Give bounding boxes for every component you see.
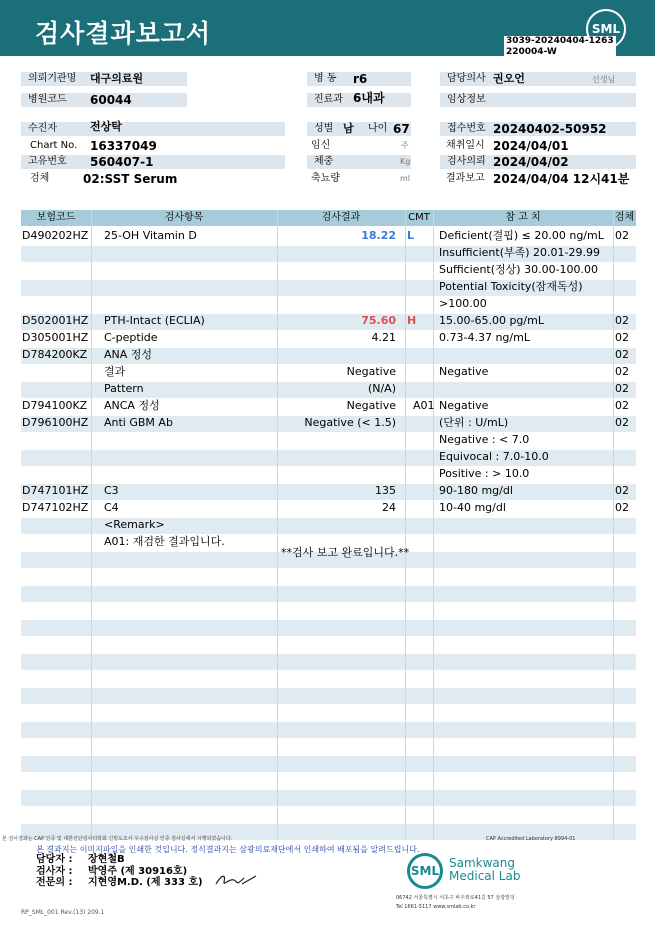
request-value: 2024/04/02 <box>493 155 569 169</box>
dept-value: 6내과 <box>353 91 385 105</box>
report-time-label: 결과보고 <box>446 173 485 184</box>
insurance-code: D784200KZ <box>22 348 88 361</box>
hospital-value: 대구의료원 <box>90 72 144 85</box>
doctor-value: 권오언 <box>493 72 525 85</box>
urine-unit: ml <box>400 174 411 183</box>
specimen-code: 02 <box>615 382 629 395</box>
signature-icon <box>214 870 258 888</box>
table-row <box>21 516 636 533</box>
address: 06742 서울특별시 서초구 바우뫼로41길 57 삼광빌딩 <box>396 895 515 901</box>
hospital-code-value: 60044 <box>90 93 132 107</box>
specialist-label: 전문의 : <box>36 877 73 888</box>
table-stripe <box>21 688 636 704</box>
insurance-code: D794100KZ <box>22 399 88 412</box>
sml-logo-badge: SML <box>586 9 626 49</box>
specimen-code: 02 <box>615 348 629 361</box>
specimen-code: 02 <box>615 365 629 378</box>
tester-label: 검사자 : <box>36 866 73 877</box>
table-row <box>21 448 636 465</box>
end-note: **검사 보고 완료입니다.** <box>281 546 410 559</box>
insurance-code: D502001HZ <box>22 314 89 327</box>
results-table <box>21 210 636 840</box>
table-stripe <box>21 586 636 602</box>
pregnancy-unit: 주 <box>401 141 409 150</box>
reference-range: >100.00 <box>439 297 487 310</box>
hospital-code-label: 병원코드 <box>21 93 187 107</box>
table-row <box>21 397 636 414</box>
phone: Tel 1661-5117 www.smlab.co.kr <box>396 904 476 910</box>
table-row <box>21 295 636 312</box>
dept-label: 진료과 <box>307 93 411 107</box>
sex-label: 성별 <box>307 122 411 136</box>
test-item: C4 <box>104 501 119 514</box>
hospital-label: 의뢰기관명 <box>21 72 187 86</box>
pregnancy-label: 임신 <box>311 140 331 151</box>
test-result: Negative (< 1.5) <box>304 416 396 429</box>
reference-range: Negative <box>439 399 489 412</box>
table-row <box>21 465 636 482</box>
col-code-header: 보험코드 <box>36 212 76 223</box>
reference-range: Negative : < 7.0 <box>439 433 530 446</box>
col-ref-header: 참 고 치 <box>505 212 541 223</box>
specimen-code: 02 <box>615 501 629 514</box>
reference-range: Sufficient(정상) 30.00-100.00 <box>439 263 599 276</box>
manager-value: 장현철B <box>88 854 125 865</box>
test-item: ANA 정성 <box>104 348 153 361</box>
specimen-code: 02 <box>615 331 629 344</box>
collect-label: 채취일시 <box>446 140 485 151</box>
reference-range: 10-40 mg/dl <box>439 501 506 514</box>
table-stripe <box>21 722 636 738</box>
report-id-line2: 220004-W <box>506 47 557 57</box>
test-result: 18.22 <box>361 229 396 242</box>
table-stripe <box>21 654 636 670</box>
specimen-code: 02 <box>615 416 629 429</box>
specimen-code: 02 <box>615 399 629 412</box>
specimen-label: 검체 <box>30 173 50 184</box>
insurance-code: D747102HZ <box>22 501 89 514</box>
table-stripe <box>21 620 636 636</box>
sex-value: 남 <box>343 122 354 135</box>
specimen-code: 02 <box>615 229 629 242</box>
result-flag: A01 <box>413 399 435 412</box>
reference-range: Positive : > 10.0 <box>439 467 530 480</box>
col-cmt-header: CMT <box>408 212 430 223</box>
doctor-suffix: 선생님 <box>592 75 616 84</box>
weight-unit: Kg <box>400 157 411 166</box>
insurance-code: D796100HZ <box>22 416 89 429</box>
image-notice: 본 결과지는 이미지파일을 인쇄한 것입니다. 정식결과지는 삼광의료재단에서 인쇄하여 배포됨을 알려드립니다. <box>36 845 420 854</box>
insurance-code: D490202HZ <box>22 229 89 242</box>
insurance-code: D305001HZ <box>22 331 89 344</box>
weight-label: 체중 <box>307 155 411 169</box>
report-id <box>504 36 616 58</box>
sml-logo-text <box>449 857 520 883</box>
col-result-header: 검사결과 <box>321 212 361 223</box>
collect-value: 2024/04/01 <box>493 139 569 153</box>
table-stripe <box>21 756 636 772</box>
specimen-value: 02:SST Serum <box>83 172 178 186</box>
urine-label: 축뇨량 <box>311 173 340 184</box>
test-item: 25-OH Vitamin D <box>104 229 197 242</box>
col-item-header: 검사항목 <box>164 212 204 223</box>
table-row <box>21 261 636 278</box>
test-item: <Remark> <box>104 518 165 531</box>
chart-label: Chart No. <box>30 140 78 151</box>
report-time-value: 2024/04/04 12시41분 <box>493 172 630 186</box>
table-row <box>21 227 636 244</box>
table-stripe <box>21 790 636 806</box>
test-item: C3 <box>104 484 119 497</box>
test-result: 4.21 <box>371 331 396 344</box>
test-item: 결과 <box>104 365 126 378</box>
table-row <box>21 244 636 261</box>
receipt-value: 20240402-50952 <box>493 122 607 136</box>
table-row <box>21 312 636 329</box>
test-result: Negative <box>346 399 396 412</box>
uid-value: 560407-1 <box>90 155 154 169</box>
table-row <box>21 278 636 295</box>
end-note-row <box>21 544 636 561</box>
test-result: 75.60 <box>361 314 396 327</box>
report-id-line1: 3039-20240404-1263 <box>506 36 614 46</box>
test-item: PTH-Intact (ECLIA) <box>104 314 205 327</box>
test-item: Pattern <box>104 382 144 395</box>
age-label: 나이 <box>368 123 388 134</box>
test-result: 24 <box>382 501 396 514</box>
table-row <box>21 482 636 499</box>
table-header <box>21 210 636 226</box>
sml-logo-icon: SML <box>407 853 443 889</box>
reference-range: 90-180 mg/dl <box>439 484 513 497</box>
logo-line2: Medical Lab <box>449 869 521 883</box>
report-title: 검사결과보고서 <box>35 19 212 48</box>
reference-range: Negative <box>439 365 489 378</box>
manager-label: 담당자 : <box>36 854 73 865</box>
chart-value: 16337049 <box>90 139 157 153</box>
doctor-label: 담당의사 <box>440 72 636 86</box>
specimen-code: 02 <box>615 484 629 497</box>
reference-range: 0.73-4.37 ng/mL <box>439 331 530 344</box>
reference-range: 15.00-65.00 pg/mL <box>439 314 544 327</box>
specimen-code: 02 <box>615 314 629 327</box>
logo-line1: Samkwang <box>449 856 515 870</box>
uid-label: 고유번호 <box>21 155 285 169</box>
test-item: C-peptide <box>104 331 158 344</box>
form-code: RP_SML_001 Rev.(13) 209.1 <box>21 909 105 916</box>
table-row <box>21 380 636 397</box>
specialist-value: 지현영M.D. (제 333 호) <box>88 877 203 888</box>
table-row <box>21 414 636 431</box>
table-row <box>21 329 636 346</box>
reference-range: Deficient(결핍) ≤ 20.00 ng/mL <box>439 229 604 242</box>
request-label: 검사의뢰 <box>440 155 636 169</box>
test-result: Negative <box>346 365 396 378</box>
result-flag: L <box>407 229 415 242</box>
receipt-label: 접수번호 <box>440 122 636 136</box>
reference-range: Potential Toxicity(잠재독성) <box>439 280 583 293</box>
test-item: A01: 재검한 결과입니다. <box>104 535 225 548</box>
reference-range: (단위 : U/mL) <box>439 416 509 429</box>
reference-range: Insufficient(부족) 20.01-29.99 <box>439 246 600 259</box>
cap-notice: 본 검사결과는 CAP 인증 및 대한진단검사의학회 신빙도조사 우수검사실 인증 검사실에서 시행되었습니다. <box>2 836 233 842</box>
test-item: ANCA 정성 <box>104 399 160 412</box>
age-value: 67 <box>393 122 410 136</box>
test-result: (N/A) <box>367 382 396 395</box>
clinical-label: 임상정보 <box>440 93 636 107</box>
table-row <box>21 499 636 516</box>
table-row <box>21 431 636 448</box>
insurance-code: D747101HZ <box>22 484 89 497</box>
ward-value: r6 <box>353 72 368 86</box>
patient-label: 수진자 <box>21 122 285 136</box>
tester-value: 박영주 (제 30916호) <box>88 866 188 877</box>
result-flag: H <box>407 314 417 327</box>
ward-label: 병 동 <box>307 72 411 86</box>
cap-number: CAP Accredited Laboratory 8994-01 <box>486 836 576 842</box>
table-row <box>21 346 636 363</box>
col-spec-header: 검체 <box>614 212 635 223</box>
patient-value: 전상탁 <box>90 120 122 133</box>
test-result: 135 <box>375 484 396 497</box>
table-row <box>21 363 636 380</box>
reference-range: Equivocal : 7.0-10.0 <box>439 450 549 463</box>
test-item: Anti GBM Ab <box>104 416 173 429</box>
